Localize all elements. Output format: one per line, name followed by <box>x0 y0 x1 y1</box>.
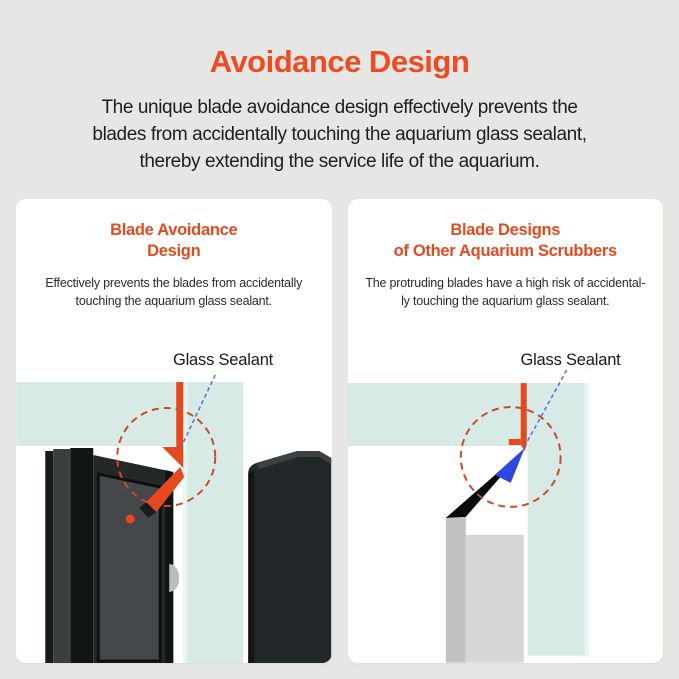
protruding-blade-tip <box>494 448 524 483</box>
callout-dashed-line <box>523 370 566 448</box>
callout-dashed-line <box>180 375 215 449</box>
glass-pane-top <box>348 383 589 446</box>
scraper-handle-side <box>445 517 465 663</box>
scrubber-inner-pad <box>98 474 160 661</box>
page-subtitle <box>0 94 679 175</box>
card-other-scrubbers <box>348 199 664 663</box>
card-heading <box>16 199 332 262</box>
card-heading-line: of Other Aquarium Scrubbers <box>393 242 617 260</box>
scrubber-blade <box>146 467 184 512</box>
comparison-cards <box>16 199 663 663</box>
card-body-line: Effectively prevents the blades from accidentally <box>45 276 303 290</box>
glass-sealant-label: Glass Sealant <box>520 351 621 369</box>
glass-pane-top <box>16 382 243 446</box>
card-blade-avoidance <box>16 199 332 663</box>
glass-sealant-line <box>176 382 183 448</box>
protruding-blade <box>445 449 524 518</box>
glass-sealant-bead <box>162 447 183 468</box>
card-heading-line: Design <box>147 242 201 260</box>
subtitle-line: blades from accidentally touching the aquarium glass sealant, <box>92 124 587 145</box>
page-title: Avoidance Design <box>209 44 470 79</box>
scrubber-body <box>93 455 173 663</box>
glass-sealant-label: Glass Sealant <box>172 351 274 369</box>
subtitle-line: The unique blade avoidance design effectively prevents the <box>101 97 578 118</box>
scrubber-notch-band <box>70 448 93 663</box>
scrubber-side-band <box>53 449 70 663</box>
glass-sealant-foot <box>508 439 520 445</box>
scrubber-edge-band <box>45 451 53 663</box>
indicator-dot <box>126 515 135 524</box>
glass-sealant-tip <box>520 445 526 451</box>
glass-pane-side <box>527 383 588 656</box>
card-body-line: The protruding blades have a high risk of accidental- <box>365 276 646 290</box>
card-heading <box>348 199 664 262</box>
risk-illustration <box>348 199 664 663</box>
magnet-bump <box>169 564 179 592</box>
card-body-line: touching the aquarium glass sealant. <box>75 293 272 308</box>
glass-sealant-line <box>520 383 526 445</box>
avoidance-highlight-circle <box>117 408 215 506</box>
card-heading-line: Blade Designs <box>450 221 561 239</box>
card-body-text <box>16 275 332 310</box>
avoidance-illustration <box>16 199 332 663</box>
other-scrubber-edge <box>248 471 254 663</box>
scraper-handle <box>465 535 523 663</box>
risk-highlight-circle <box>460 407 560 507</box>
subtitle-line: thereby extending the service life of the aquarium. <box>139 151 540 172</box>
scrubber-blade-tip <box>139 502 156 518</box>
glass-pane-side <box>183 382 243 663</box>
card-body-line: ly touching the aquarium glass sealant. <box>401 293 610 308</box>
card-heading-line: Blade Avoidance <box>110 221 238 239</box>
scrubber-right-edge <box>165 470 173 663</box>
other-scrubber-half <box>248 451 331 663</box>
other-scrubber-bevel <box>256 451 331 469</box>
glass-edge-highlight <box>584 383 588 656</box>
card-body-text <box>348 275 664 310</box>
glass-edge-highlight <box>183 382 187 663</box>
